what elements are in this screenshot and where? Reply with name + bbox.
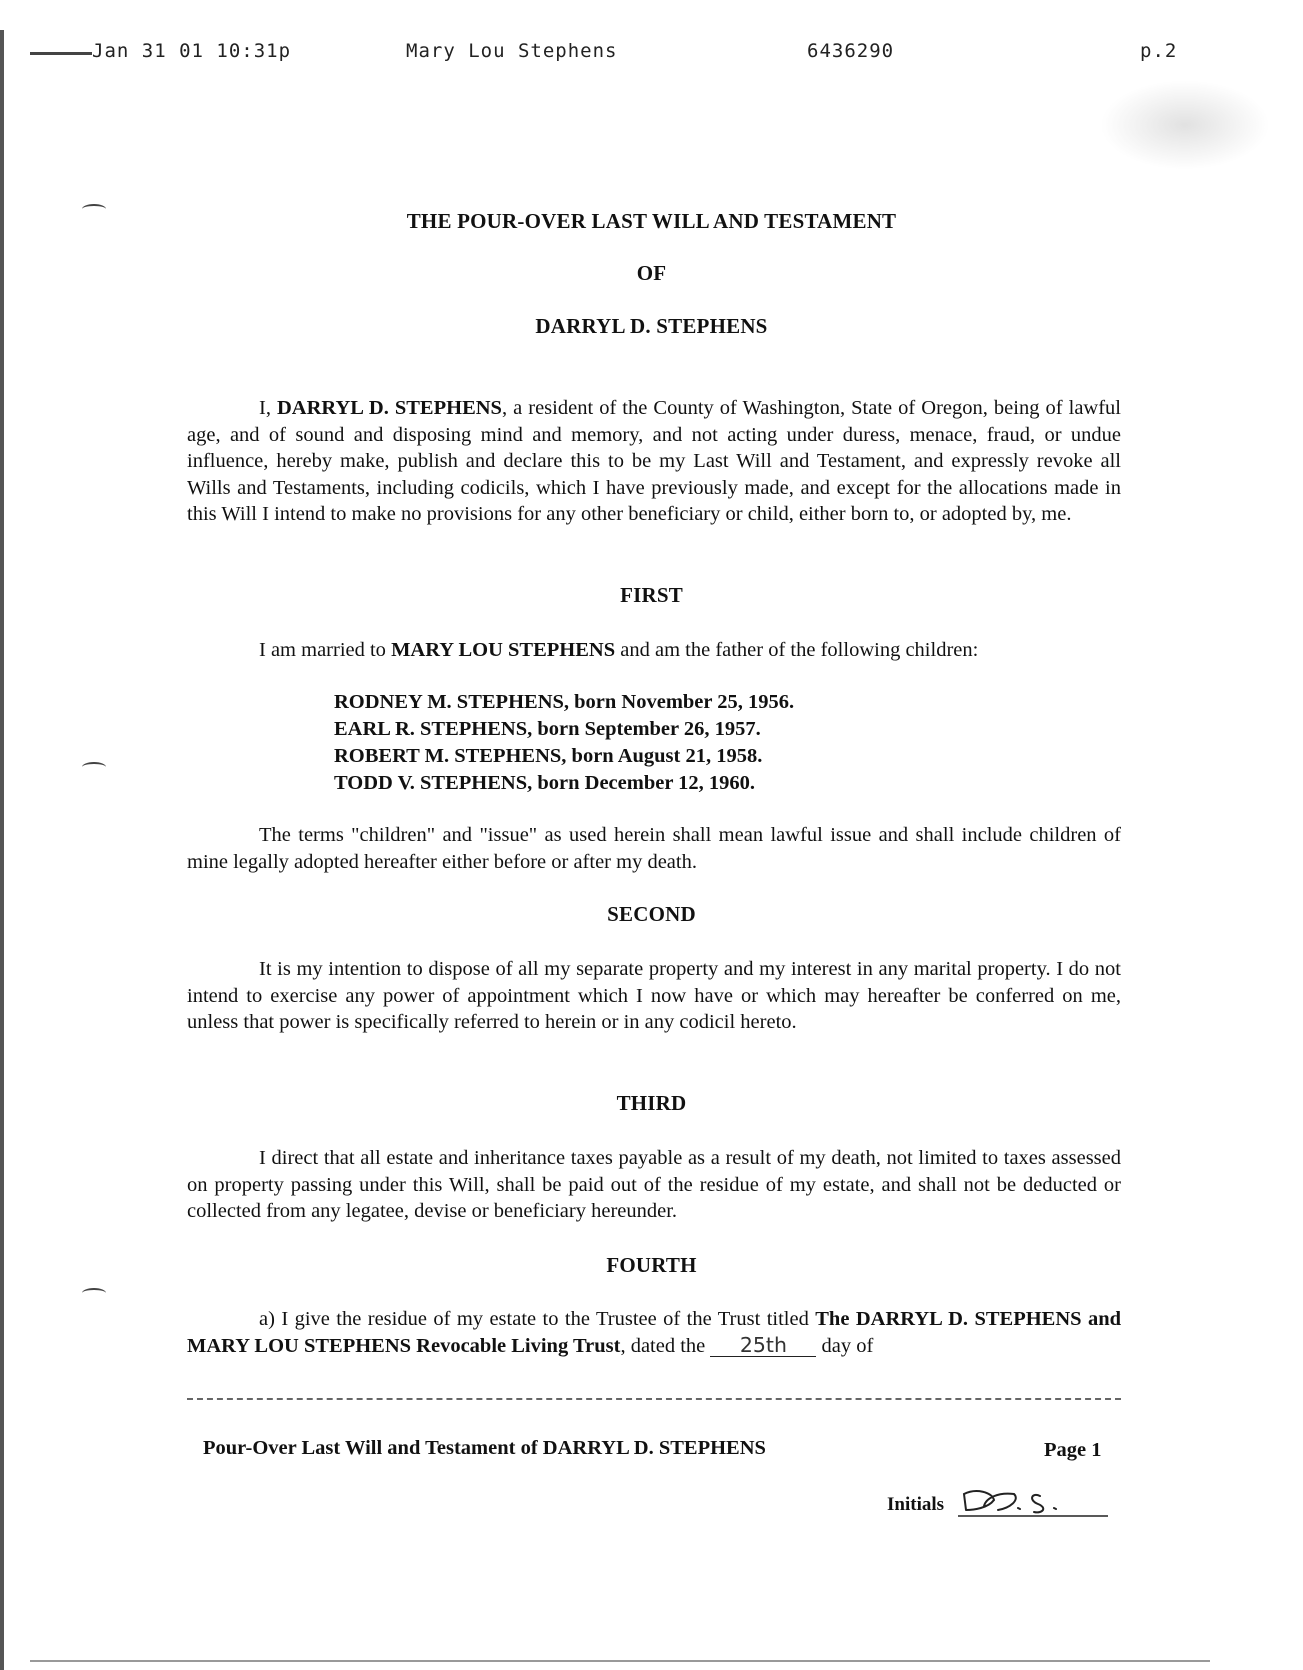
section-heading-first: FIRST (620, 583, 683, 607)
scan-bottom-edge (30, 1660, 1210, 1662)
punch-mark (82, 1288, 106, 1298)
fax-number: 6436290 (807, 40, 895, 62)
fax-page: p.2 (1140, 40, 1178, 62)
second-paragraph: It is my intention to dispose of all my separate property and my interest in any marital property. I do not intend to exercise any power of appointment which I now have or which may hereafter be conferred on me, unless that power is specifically referred to herein or in any codicil hereto. (187, 958, 1121, 1033)
child-entry: EARL R. STEPHENS, born September 26, 1957. (334, 718, 761, 740)
document-title-of: OF (636, 261, 667, 285)
third-paragraph: I direct that all estate and inheritance taxes payable as a result of my death, not limited to taxes assessed on property passing under this Will, shall be paid out of the residue of my estate, and shall not be deducted or collected from any legatee, devise or beneficiary hereunder. (187, 1147, 1121, 1222)
footer-title: Pour-Over Last Will and Testament of DARRYL D. STEPHENS (203, 1437, 766, 1459)
testator-name-heading: DARRYL D. STEPHENS (535, 314, 768, 338)
first-paragraph: I am married to MARY LOU STEPHENS and am the father of the following children: (259, 639, 979, 661)
scan-smudge (1100, 80, 1270, 170)
section-heading-second: SECOND (607, 902, 696, 926)
initials-signature (958, 1478, 1108, 1518)
document-title: THE POUR-OVER LAST WILL AND TESTAMENT (406, 209, 897, 233)
fourth-paragraph: a) I give the residue of my estate to the Trustee of the Trust titled The DARRYL D. STEPHENS and MARY LOU STEPHENS Revocable Living Trust, dated the 25th day of (187, 1308, 1122, 1357)
section-heading-third: THIRD (616, 1091, 687, 1115)
footer-page-number: Page 1 (1044, 1439, 1102, 1461)
footer-divider (187, 1398, 1121, 1400)
trust-name: The DARRYL D. STEPHENS and MARY LOU STEPHENS Revocable Living Trust (187, 1308, 1122, 1357)
punch-mark (82, 762, 106, 772)
spouse-name: MARY LOU STEPHENS (391, 639, 616, 661)
child-entry: TODD V. STEPHENS, born December 12, 1960. (334, 772, 756, 794)
child-entry: ROBERT M. STEPHENS, born August 21, 1958. (334, 745, 763, 767)
fax-date: Jan 31 01 10:31p (92, 40, 292, 62)
child-entry: RODNEY M. STEPHENS, born November 25, 1956. (334, 691, 795, 713)
initials-label: Initials (887, 1494, 945, 1515)
intro-paragraph: I, DARRYL D. STEPHENS, a resident of the County of Washington, State of Oregon, being of lawful age, and of sound and disposing mind and memory, and not acting under duress, menace, fraud, or undue influence, hereby make, publish and declare this to be my Last Will and Testament, and expressly revoke all Wills and Testaments, including codicils, which I have previously made, and except for the allocations made in this Will I intend to make no provisions for any other beneficiary or child, either born to, or adopted by, me. (187, 397, 1122, 525)
section-heading-fourth: FOURTH (606, 1253, 697, 1277)
fax-sender: Mary Lou Stephens (406, 40, 618, 62)
children-list (334, 689, 794, 797)
children-definition-paragraph: The terms "children" and "issue" as used herein shall mean lawful issue and shall include children of mine legally adopted hereafter either before or after my death. (187, 824, 1121, 873)
testator-name: DARRYL D. STEPHENS (277, 397, 502, 419)
handwritten-day: 25th (710, 1334, 816, 1357)
fax-header (0, 40, 1303, 70)
